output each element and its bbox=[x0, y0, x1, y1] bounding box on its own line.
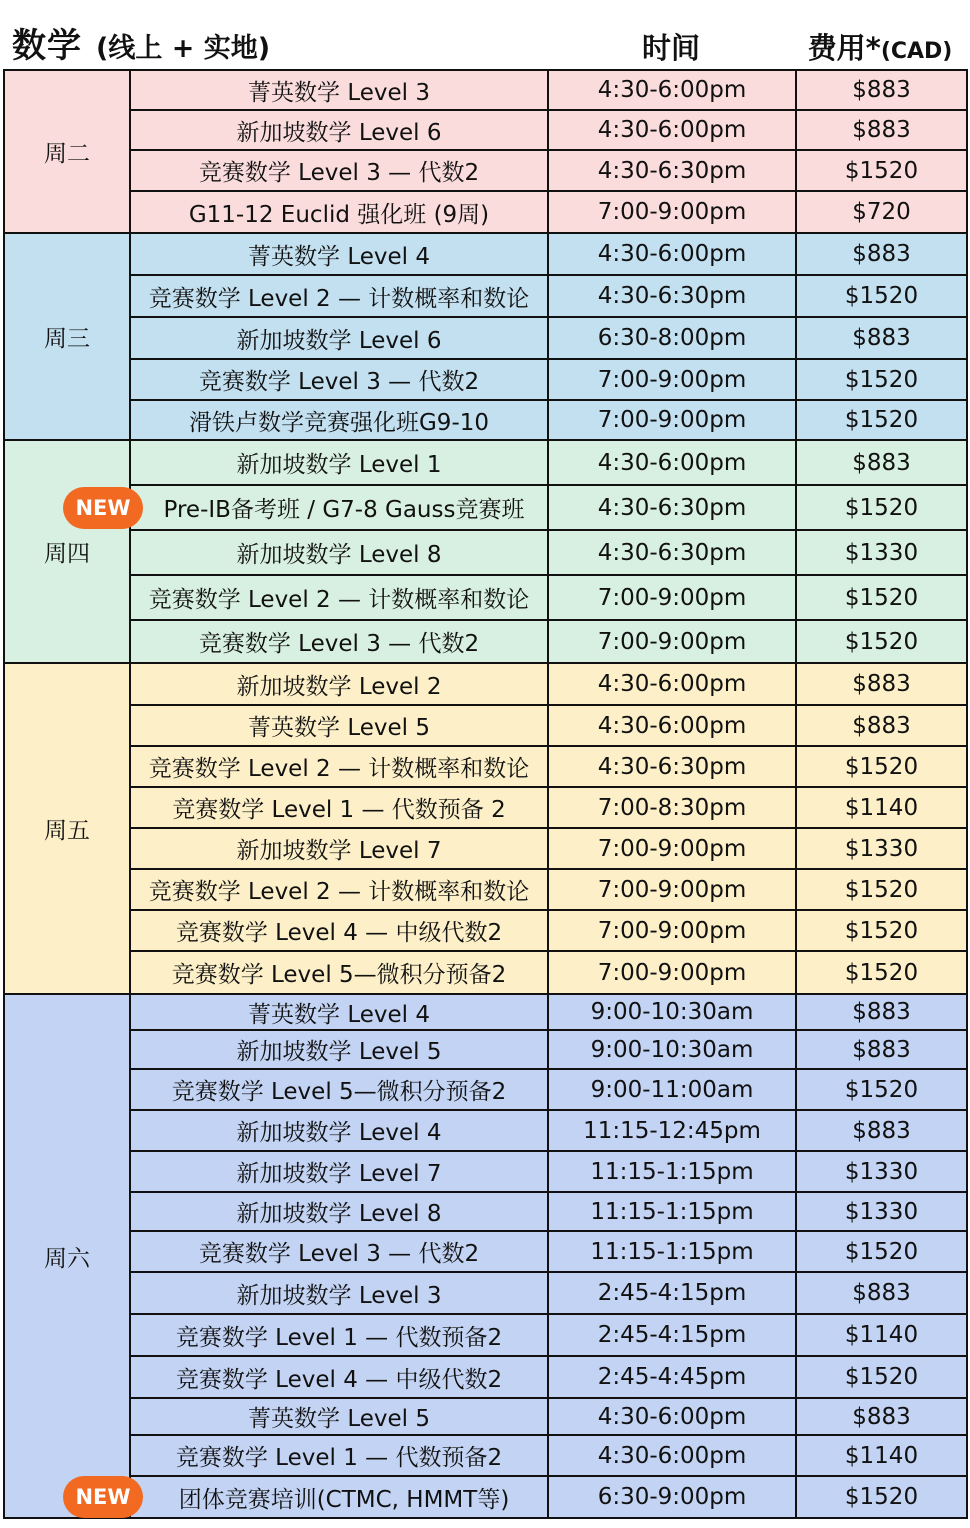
course-name: 竞赛数学 Level 3 — 代数2 bbox=[198, 369, 480, 395]
time-cell: 6:30-9:00pm bbox=[548, 1476, 796, 1518]
fee-cell: $720 bbox=[796, 191, 967, 233]
course-cell bbox=[130, 575, 548, 620]
fee-cell: $883 bbox=[796, 233, 967, 275]
course-name: 竞赛数学 Level 3 — 代数2 bbox=[198, 1241, 480, 1267]
course-cell bbox=[130, 1435, 548, 1476]
time-cell: 11:15-12:45pm bbox=[548, 1110, 796, 1151]
time-cell: 4:30-6:30pm bbox=[548, 485, 796, 530]
course-cell bbox=[130, 1231, 548, 1272]
table-row bbox=[4, 994, 967, 1030]
new-badge: NEW bbox=[63, 487, 143, 529]
column-header-fee bbox=[795, 26, 965, 67]
table-row bbox=[4, 1272, 967, 1314]
fee-cell: $883 bbox=[796, 705, 967, 746]
course-name: 菁英数学 Level 5 bbox=[248, 715, 430, 741]
fee-cell: $883 bbox=[796, 1398, 967, 1435]
table-row bbox=[4, 1356, 967, 1398]
time-cell: 7:00-8:30pm bbox=[548, 787, 796, 828]
course-name: 竞赛数学 Level 1 — 代数预备 2 bbox=[172, 797, 506, 823]
fee-cell: $1520 bbox=[796, 1069, 967, 1110]
course-cell bbox=[130, 910, 548, 951]
fee-cell: $1520 bbox=[796, 275, 967, 317]
time-cell: 7:00-9:00pm bbox=[548, 828, 796, 869]
time-cell: 2:45-4:45pm bbox=[548, 1356, 796, 1398]
fee-cell: $1520 bbox=[796, 485, 967, 530]
table-row bbox=[4, 70, 967, 110]
table-row bbox=[4, 1069, 967, 1110]
course-cell bbox=[130, 951, 548, 994]
course-name: 新加坡数学 Level 6 bbox=[236, 119, 442, 146]
course-name: 菁英数学 Level 3 bbox=[248, 79, 430, 106]
course-name: 新加坡数学 Level 8 bbox=[236, 1201, 442, 1227]
time-cell: 7:00-9:00pm bbox=[548, 620, 796, 663]
course-cell bbox=[130, 400, 548, 440]
course-name: G11-12 Euclid 强化班 (9周) bbox=[188, 201, 490, 228]
column-header-fee-unit: (CAD) bbox=[880, 39, 953, 64]
time-cell: 6:30-8:00pm bbox=[548, 317, 796, 359]
fee-cell: $1520 bbox=[796, 575, 967, 620]
fee-cell: $883 bbox=[796, 440, 967, 485]
fee-cell: $883 bbox=[796, 1030, 967, 1069]
table-row bbox=[4, 828, 967, 869]
course-cell bbox=[130, 1110, 548, 1151]
course-name: 新加坡数学 Level 7 bbox=[236, 838, 442, 864]
table-row bbox=[4, 530, 967, 575]
table-row bbox=[4, 746, 967, 787]
course-cell bbox=[130, 1030, 548, 1069]
course-cell bbox=[130, 233, 548, 275]
fee-cell: $1330 bbox=[796, 1151, 967, 1192]
table-row bbox=[4, 663, 967, 705]
course-cell bbox=[130, 1398, 548, 1435]
course-name: Pre-IB备考班 / G7-8 Gauss竞赛班 bbox=[163, 497, 525, 523]
table-row bbox=[4, 440, 967, 485]
fee-cell: $1520 bbox=[796, 869, 967, 910]
new-badge: NEW bbox=[63, 1476, 143, 1518]
fee-cell: $1520 bbox=[796, 359, 967, 400]
course-cell bbox=[130, 787, 548, 828]
table-row bbox=[4, 275, 967, 317]
course-name: 竞赛数学 Level 1 — 代数预备2 bbox=[175, 1324, 503, 1351]
course-name: 新加坡数学 Level 8 bbox=[236, 542, 442, 568]
column-header-fee-label: 费用* bbox=[807, 31, 881, 65]
fee-cell: $1140 bbox=[796, 1314, 967, 1356]
fee-cell: $1520 bbox=[796, 1231, 967, 1272]
course-cell bbox=[130, 994, 548, 1030]
time-cell: 7:00-9:00pm bbox=[548, 869, 796, 910]
table-row bbox=[4, 400, 967, 440]
course-name: 竞赛数学 Level 2 — 计数概率和数论 bbox=[148, 587, 530, 613]
table-row bbox=[4, 787, 967, 828]
fee-cell: $1330 bbox=[796, 530, 967, 575]
day-cell: 周四 bbox=[4, 440, 130, 663]
course-name: 竞赛数学 Level 2 — 计数概率和数论 bbox=[148, 879, 530, 905]
course-name: 新加坡数学 Level 1 bbox=[236, 452, 442, 478]
time-cell: 4:30-6:30pm bbox=[548, 150, 796, 191]
fee-cell: $1520 bbox=[796, 746, 967, 787]
time-cell: 11:15-1:15pm bbox=[548, 1231, 796, 1272]
course-cell bbox=[130, 1069, 548, 1110]
fee-cell: $1520 bbox=[796, 1476, 967, 1518]
time-cell: 2:45-4:15pm bbox=[548, 1314, 796, 1356]
course-cell bbox=[130, 1272, 548, 1314]
table-row bbox=[4, 620, 967, 663]
course-cell bbox=[130, 191, 548, 233]
time-cell: 4:30-6:30pm bbox=[548, 530, 796, 575]
table-row bbox=[4, 191, 967, 233]
table-row bbox=[4, 575, 967, 620]
time-cell: 2:45-4:15pm bbox=[548, 1272, 796, 1314]
course-cell bbox=[130, 1356, 548, 1398]
time-cell: 9:00-10:30am bbox=[548, 1030, 796, 1069]
course-cell bbox=[130, 1151, 548, 1192]
course-name: 菁英数学 Level 4 bbox=[248, 243, 430, 270]
day-cell: 周六 bbox=[4, 994, 130, 1518]
fee-cell: $1520 bbox=[796, 910, 967, 951]
table-row bbox=[4, 150, 967, 191]
table-row bbox=[4, 910, 967, 951]
fee-cell: $883 bbox=[796, 663, 967, 705]
page-title bbox=[12, 18, 270, 67]
course-cell bbox=[75, 1476, 548, 1518]
course-cell bbox=[130, 828, 548, 869]
course-cell bbox=[130, 1192, 548, 1231]
table-row bbox=[4, 1231, 967, 1272]
course-cell bbox=[130, 317, 548, 359]
table-row bbox=[4, 1192, 967, 1231]
fee-cell: $1520 bbox=[796, 1356, 967, 1398]
table-row bbox=[4, 951, 967, 994]
course-cell bbox=[130, 746, 548, 787]
table-row bbox=[4, 1476, 967, 1518]
table-row bbox=[4, 1398, 967, 1435]
course-cell bbox=[75, 485, 548, 530]
time-cell: 4:30-6:30pm bbox=[548, 746, 796, 787]
course-cell bbox=[130, 70, 548, 110]
time-cell: 4:30-6:00pm bbox=[548, 440, 796, 485]
time-cell: 7:00-9:00pm bbox=[548, 400, 796, 440]
table-row bbox=[4, 1314, 967, 1356]
course-cell bbox=[130, 110, 548, 150]
course-name: 竞赛数学 Level 2 — 计数概率和数论 bbox=[148, 756, 530, 782]
schedule-table bbox=[3, 69, 968, 1519]
page-subtitle: (线上 + 实地) bbox=[96, 33, 271, 64]
day-cell: 周三 bbox=[4, 233, 130, 440]
time-cell: 7:00-9:00pm bbox=[548, 191, 796, 233]
day-cell: 周五 bbox=[4, 663, 130, 994]
schedule-body bbox=[4, 70, 967, 1518]
time-cell: 4:30-6:00pm bbox=[548, 1398, 796, 1435]
fee-cell: $883 bbox=[796, 110, 967, 150]
column-header-time: 时间 bbox=[641, 31, 700, 65]
table-row bbox=[4, 110, 967, 150]
course-name: 新加坡数学 Level 5 bbox=[236, 1039, 442, 1065]
course-cell bbox=[130, 150, 548, 191]
time-cell: 11:15-1:15pm bbox=[548, 1192, 796, 1231]
page-header bbox=[0, 0, 970, 70]
course-name: 滑铁卢数学竞赛强化班G9-10 bbox=[188, 409, 490, 436]
time-cell: 7:00-9:00pm bbox=[548, 575, 796, 620]
course-name: 竞赛数学 Level 1 — 代数预备2 bbox=[175, 1445, 503, 1471]
time-cell: 4:30-6:00pm bbox=[548, 705, 796, 746]
time-cell: 4:30-6:00pm bbox=[548, 110, 796, 150]
fee-cell: $1520 bbox=[796, 150, 967, 191]
time-cell: 4:30-6:30pm bbox=[548, 275, 796, 317]
course-name: 竞赛数学 Level 2 — 计数概率和数论 bbox=[148, 285, 530, 312]
time-cell: 7:00-9:00pm bbox=[548, 359, 796, 400]
time-cell: 4:30-6:00pm bbox=[548, 663, 796, 705]
fee-cell: $1520 bbox=[796, 400, 967, 440]
course-cell bbox=[130, 275, 548, 317]
table-row bbox=[4, 1110, 967, 1151]
course-cell bbox=[130, 869, 548, 910]
time-cell: 7:00-9:00pm bbox=[548, 910, 796, 951]
course-name: 菁英数学 Level 4 bbox=[248, 1001, 430, 1028]
course-name: 竞赛数学 Level 4 — 中级代数2 bbox=[175, 1366, 503, 1393]
course-name: 竞赛数学 Level 3 — 代数2 bbox=[198, 631, 480, 657]
fee-cell: $883 bbox=[796, 317, 967, 359]
course-cell bbox=[130, 620, 548, 663]
course-name: 新加坡数学 Level 3 bbox=[236, 1282, 442, 1309]
page-title-text: 数学 bbox=[12, 26, 82, 66]
fee-cell: $883 bbox=[796, 994, 967, 1030]
fee-cell: $883 bbox=[796, 70, 967, 110]
course-name: 新加坡数学 Level 4 bbox=[236, 1120, 442, 1146]
course-name: 竞赛数学 Level 5—微积分预备2 bbox=[171, 962, 507, 988]
course-name: 新加坡数学 Level 7 bbox=[236, 1161, 442, 1187]
time-cell: 9:00-11:00am bbox=[548, 1069, 796, 1110]
course-cell bbox=[130, 530, 548, 575]
course-name: 新加坡数学 Level 6 bbox=[236, 327, 442, 354]
course-name: 新加坡数学 Level 2 bbox=[236, 673, 442, 700]
time-cell: 9:00-10:30am bbox=[548, 994, 796, 1030]
fee-cell: $1140 bbox=[796, 1435, 967, 1476]
time-cell: 7:00-9:00pm bbox=[548, 951, 796, 994]
fee-cell: $1520 bbox=[796, 620, 967, 663]
table-row bbox=[4, 317, 967, 359]
course-name: 菁英数学 Level 5 bbox=[248, 1406, 430, 1432]
table-row bbox=[4, 869, 967, 910]
course-name: 竞赛数学 Level 3 — 代数2 bbox=[198, 160, 480, 186]
fee-cell: $1140 bbox=[796, 787, 967, 828]
time-cell: 11:15-1:15pm bbox=[548, 1151, 796, 1192]
time-cell: 4:30-6:00pm bbox=[548, 233, 796, 275]
fee-cell: $1330 bbox=[796, 1192, 967, 1231]
fee-cell: $1330 bbox=[796, 828, 967, 869]
table-row bbox=[4, 359, 967, 400]
table-row bbox=[4, 1435, 967, 1476]
course-cell bbox=[130, 705, 548, 746]
table-row bbox=[4, 233, 967, 275]
table-row bbox=[4, 705, 967, 746]
course-name: 竞赛数学 Level 5—微积分预备2 bbox=[171, 1079, 507, 1105]
table-row bbox=[4, 1151, 967, 1192]
fee-cell: $1520 bbox=[796, 951, 967, 994]
table-row bbox=[4, 485, 967, 530]
course-name: 团体竞赛培训(CTMC, HMMT等) bbox=[178, 1486, 510, 1513]
course-cell bbox=[130, 663, 548, 705]
table-row bbox=[4, 1030, 967, 1069]
fee-cell: $883 bbox=[796, 1110, 967, 1151]
course-cell bbox=[130, 440, 548, 485]
fee-cell: $883 bbox=[796, 1272, 967, 1314]
course-cell bbox=[130, 359, 548, 400]
course-cell bbox=[130, 1314, 548, 1356]
time-cell: 4:30-6:00pm bbox=[548, 1435, 796, 1476]
time-cell: 4:30-6:00pm bbox=[548, 70, 796, 110]
day-cell: 周二 bbox=[4, 70, 130, 233]
course-name: 竞赛数学 Level 4 — 中级代数2 bbox=[175, 920, 503, 946]
